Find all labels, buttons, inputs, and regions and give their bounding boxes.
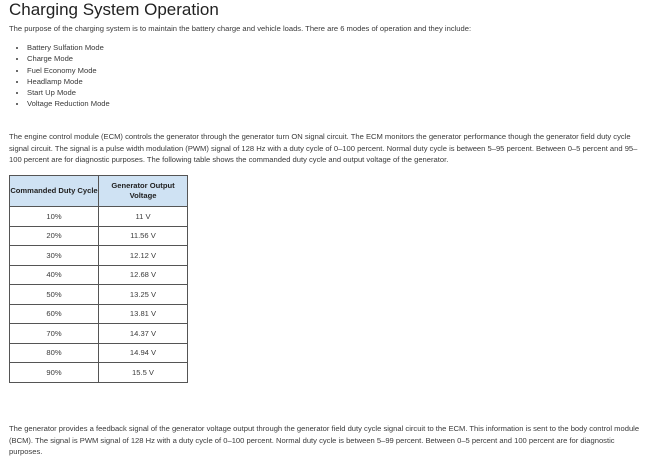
table-row [10, 304, 188, 324]
voltage-cell: 12.12 V [99, 246, 188, 266]
duty-cell: 40% [10, 265, 99, 285]
duty-cell: 30% [10, 246, 99, 266]
duty-cycle-table [9, 175, 188, 383]
table-row [10, 246, 188, 266]
table-row [10, 285, 188, 305]
table-row [10, 265, 188, 285]
duty-cell: 90% [10, 363, 99, 383]
voltage-cell: 13.81 V [99, 304, 188, 324]
page-title: Charging System Operation [9, 0, 219, 19]
duty-cell: 10% [10, 207, 99, 227]
list-item: • Battery Sulfation Mode [27, 42, 110, 53]
voltage-cell: 13.25 V [99, 285, 188, 305]
table-header-row [10, 176, 188, 207]
duty-cell: 70% [10, 324, 99, 344]
header-generator-output-voltage: Generator Output Voltage [99, 176, 188, 207]
table-row [10, 226, 188, 246]
list-item: • Start Up Mode [27, 87, 110, 98]
voltage-cell: 14.94 V [99, 343, 188, 363]
voltage-cell: 11.56 V [99, 226, 188, 246]
modes-list [9, 42, 110, 110]
duty-cell: 60% [10, 304, 99, 324]
voltage-cell: 14.37 V [99, 324, 188, 344]
ecm-paragraph: The engine control module (ECM) controls the generator through the generator turn ON signal circuit. The ECM monitors the generator performance though the generator field duty cycle signal circuit. The signal is a pulse width modulation (PWM) signal of 128 Hz with a duty cycle of 0–100 percent. Normal duty cycle is between 5–95 percent. Between 0–5 percent and 95–100 percent are for diagnostic purposes. The following table shows the commanded duty cycle and output voltage of the generator. [9, 132, 638, 165]
duty-cell: 80% [10, 343, 99, 363]
table-row [10, 363, 188, 383]
list-item: • Fuel Economy Mode [27, 65, 110, 76]
table-row [10, 207, 188, 227]
table-row [10, 343, 188, 363]
table-row [10, 324, 188, 344]
duty-cell: 20% [10, 226, 99, 246]
list-item: • Voltage Reduction Mode [27, 98, 110, 109]
list-item: • Headlamp Mode [27, 76, 110, 87]
duty-cell: 50% [10, 285, 99, 305]
voltage-cell: 12.68 V [99, 265, 188, 285]
voltage-cell: 11 V [99, 207, 188, 227]
intro-paragraph: The purpose of the charging system is to maintain the battery charge and vehicle loads. There are 6 modes of operation and they include: [9, 24, 472, 33]
list-item: • Charge Mode [27, 53, 110, 64]
header-commanded-duty-cycle: Commanded Duty Cycle [10, 176, 99, 207]
feedback-paragraph: The generator provides a feedback signal of the generator voltage output through the generator field duty cycle signal circuit to the ECM. This information is sent to the body control module (BCM). The signal is PWM signal of 128 Hz with a duty cycle of 0–100 percent. Normal duty cycle is between 5–99 percent. Between 0–5 percent and 100 percent are for diagnostic purposes. [9, 424, 640, 457]
voltage-cell: 15.5 V [99, 363, 188, 383]
